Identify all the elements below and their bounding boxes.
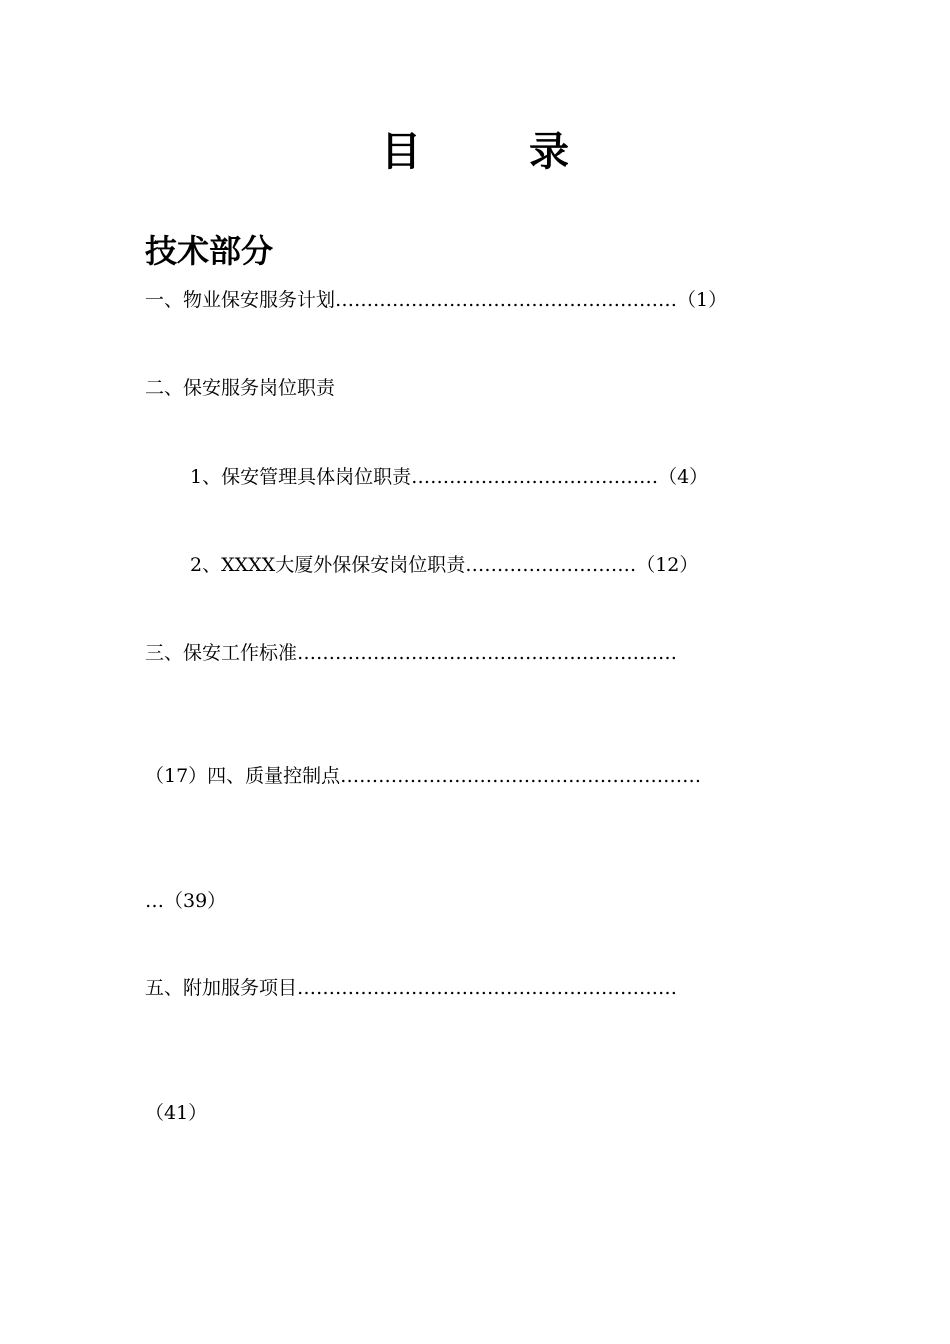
toc-entry-2: 二、保安服务岗位职责 bbox=[145, 377, 336, 399]
toc-entry-5: 五、附加服务项目…………………………………………………… bbox=[145, 977, 678, 999]
toc-entry-3: 三、保安工作标准…………………………………………………… bbox=[145, 642, 678, 664]
document-title: 目 录 bbox=[381, 129, 603, 175]
toc-entry-3-page-and-entry-4: （17）四、质量控制点………………………………………………… bbox=[145, 765, 702, 787]
toc-entry-1: 一、物业保安服务计划………………………………………………（1） bbox=[145, 289, 728, 311]
toc-entry-2-1: 1、保安管理具体岗位职责…………………………………（4） bbox=[190, 466, 709, 488]
toc-entry-4-page: …（39） bbox=[145, 890, 227, 912]
toc-entry-5-page: （41） bbox=[145, 1102, 208, 1124]
toc-entry-2-2: 2、XXXX大厦外保保安岗位职责………………………（12） bbox=[190, 554, 699, 576]
section-heading: 技术部分 bbox=[145, 232, 274, 270]
